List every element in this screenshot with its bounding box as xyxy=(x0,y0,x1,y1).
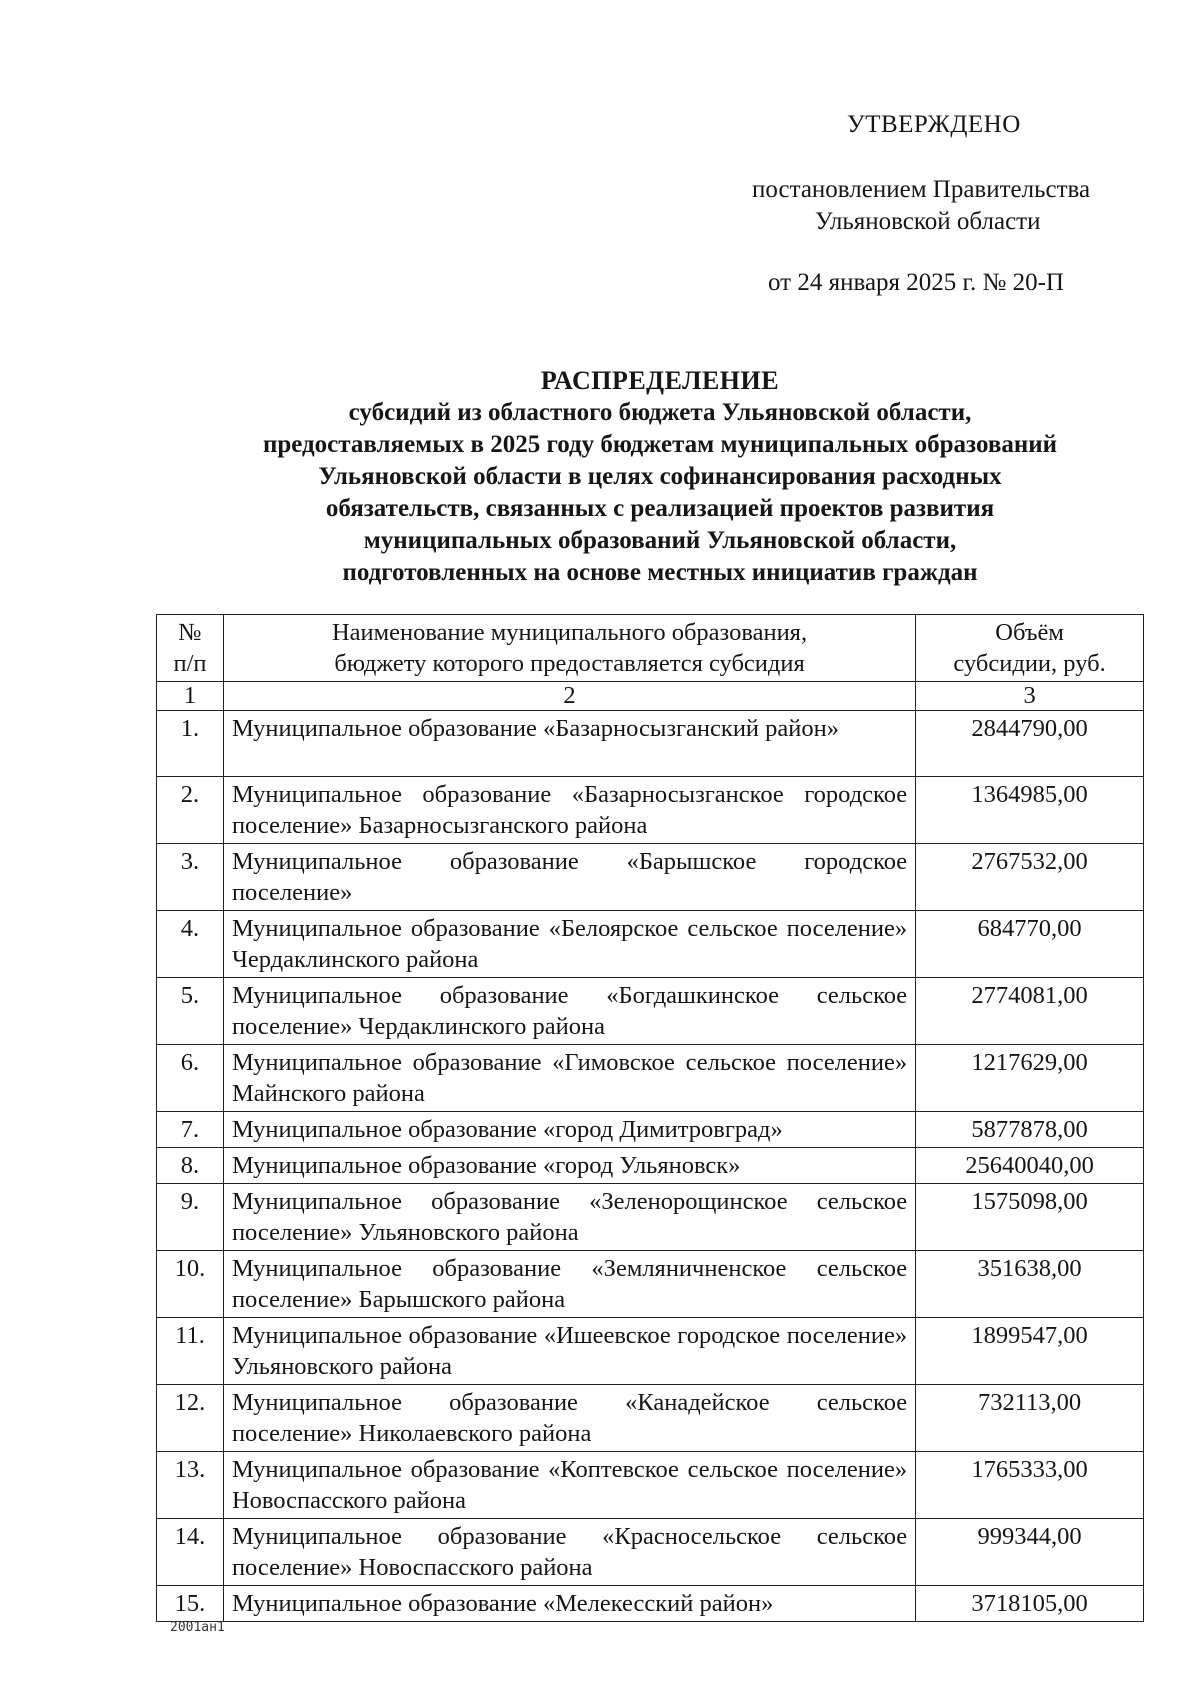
row-subsidy-amount: 2844790,00 xyxy=(916,711,1144,777)
row-municipality-name: Муниципальное образование «Коптевское сельское поселение» Новоспасского района xyxy=(223,1452,915,1519)
row-number: 8. xyxy=(157,1148,224,1184)
row-subsidy-amount: 2767532,00 xyxy=(916,844,1144,911)
row-number: 7. xyxy=(157,1112,224,1148)
row-municipality-name: Муниципальное образование «город Димитровград» xyxy=(223,1112,915,1148)
row-number: 9. xyxy=(157,1184,224,1251)
row-number: 2. xyxy=(157,777,224,844)
approval-decree-line: постановлением Правительства xyxy=(752,176,1091,203)
row-subsidy-amount: 2774081,00 xyxy=(916,978,1144,1045)
table-row xyxy=(157,911,1144,978)
table-header-row xyxy=(157,615,1144,682)
header-name-line2: бюджету которого предоставляется субсидия xyxy=(334,650,805,677)
table-row xyxy=(157,1112,1144,1148)
table-row xyxy=(157,1385,1144,1452)
row-municipality-name: Муниципальное образование «Барышское городское поселение» xyxy=(223,844,915,911)
row-subsidy-amount: 25640040,00 xyxy=(916,1148,1144,1184)
header-number xyxy=(157,615,224,682)
row-subsidy-amount: 351638,00 xyxy=(916,1251,1144,1318)
row-number: 11. xyxy=(157,1318,224,1385)
header-number-line2: п/п xyxy=(173,650,207,677)
row-municipality-name: Муниципальное образование «Базарносызганский район» xyxy=(223,711,915,777)
column-number: 1 xyxy=(157,682,224,711)
row-subsidy-amount: 1575098,00 xyxy=(916,1184,1144,1251)
row-number: 3. xyxy=(157,844,224,911)
approval-stamp-title: УТВЕРЖДЕНО xyxy=(847,111,1021,138)
table-row xyxy=(157,1148,1144,1184)
row-number: 4. xyxy=(157,911,224,978)
row-number: 1. xyxy=(157,711,224,777)
row-municipality-name: Муниципальное образование «Земляничненское сельское поселение» Барышского района xyxy=(223,1251,915,1318)
table-row xyxy=(157,711,1144,777)
title-line: обязательств, связанных с реализацией проектов развития xyxy=(325,495,995,522)
row-subsidy-amount: 1765333,00 xyxy=(916,1452,1144,1519)
column-number-row xyxy=(157,682,1144,711)
table-row xyxy=(157,1184,1144,1251)
table-row xyxy=(157,844,1144,911)
row-subsidy-amount: 684770,00 xyxy=(916,911,1144,978)
row-municipality-name: Муниципальное образование «Красносельское сельское поселение» Новоспасского района xyxy=(223,1519,915,1586)
row-municipality-name: Муниципальное образование «Ишеевское городское поселение» Ульяновского района xyxy=(223,1318,915,1385)
row-subsidy-amount: 1364985,00 xyxy=(916,777,1144,844)
title-line: предоставляемых в 2025 году бюджетам муниципальных образований xyxy=(262,431,1058,458)
row-subsidy-amount: 999344,00 xyxy=(916,1519,1144,1586)
table-row xyxy=(157,1452,1144,1519)
table-row xyxy=(157,1045,1144,1112)
table-row xyxy=(157,1318,1144,1385)
subsidy-distribution-table xyxy=(156,614,1144,1622)
header-amount-line1: Объём xyxy=(995,619,1064,646)
row-number: 10. xyxy=(157,1251,224,1318)
table-row xyxy=(157,777,1144,844)
row-number: 6. xyxy=(157,1045,224,1112)
row-municipality-name: Муниципальное образование «Базарносызганское городское поселение» Базарносызганского района xyxy=(223,777,915,844)
column-number: 2 xyxy=(223,682,915,711)
table-row xyxy=(157,1519,1144,1586)
row-subsidy-amount: 3718105,00 xyxy=(916,1586,1144,1622)
row-number: 14. xyxy=(157,1519,224,1586)
row-number: 5. xyxy=(157,978,224,1045)
table-row xyxy=(157,978,1144,1045)
row-subsidy-amount: 732113,00 xyxy=(916,1385,1144,1452)
header-amount-line2: субсидии, руб. xyxy=(953,650,1106,677)
table-row xyxy=(157,1251,1144,1318)
column-number: 3 xyxy=(916,682,1144,711)
row-subsidy-amount: 1899547,00 xyxy=(916,1318,1144,1385)
row-municipality-name: Муниципальное образование «Зеленорощинское сельское поселение» Ульяновского района xyxy=(223,1184,915,1251)
row-number: 12. xyxy=(157,1385,224,1452)
document-title-block xyxy=(130,365,1190,589)
title-line: субсидий из областного бюджета Ульяновской области, xyxy=(348,399,972,426)
row-municipality-name: Муниципальное образование «Белоярское сельское поселение» Чердаклинского района xyxy=(223,911,915,978)
approval-date-line: от 24 января 2025 г. № 20-П xyxy=(768,269,1064,296)
header-name-line1: Наименование муниципального образования, xyxy=(331,619,808,646)
title-line: Ульяновской области в целях софинансирования расходных xyxy=(318,463,1002,490)
row-subsidy-amount: 1217629,00 xyxy=(916,1045,1144,1112)
header-amount xyxy=(916,615,1144,682)
row-number: 15. xyxy=(157,1586,224,1622)
row-subsidy-amount: 5877878,00 xyxy=(916,1112,1144,1148)
header-number-line1: № xyxy=(178,619,202,646)
title-line: подготовленных на основе местных инициатив граждан xyxy=(342,559,978,586)
row-municipality-name: Муниципальное образование «Гимовское сельское поселение» Майнского района xyxy=(223,1045,915,1112)
document-footer-code: 2001ан1 xyxy=(170,1620,225,1635)
header-name xyxy=(223,615,915,682)
document-title: РАСПРЕДЕЛЕНИЕ xyxy=(540,366,780,395)
row-municipality-name: Муниципальное образование «город Ульяновск» xyxy=(223,1148,915,1184)
approval-region-line: Ульяновской области xyxy=(815,208,1041,235)
row-municipality-name: Муниципальное образование «Богдашкинское сельское поселение» Чердаклинского района xyxy=(223,978,915,1045)
row-number: 13. xyxy=(157,1452,224,1519)
title-line: муниципальных образований Ульяновской области, xyxy=(363,527,957,554)
table-row xyxy=(157,1586,1144,1622)
row-municipality-name: Муниципальное образование «Канадейское сельское поселение» Николаевского района xyxy=(223,1385,915,1452)
row-municipality-name: Муниципальное образование «Мелекесский район» xyxy=(223,1586,915,1622)
